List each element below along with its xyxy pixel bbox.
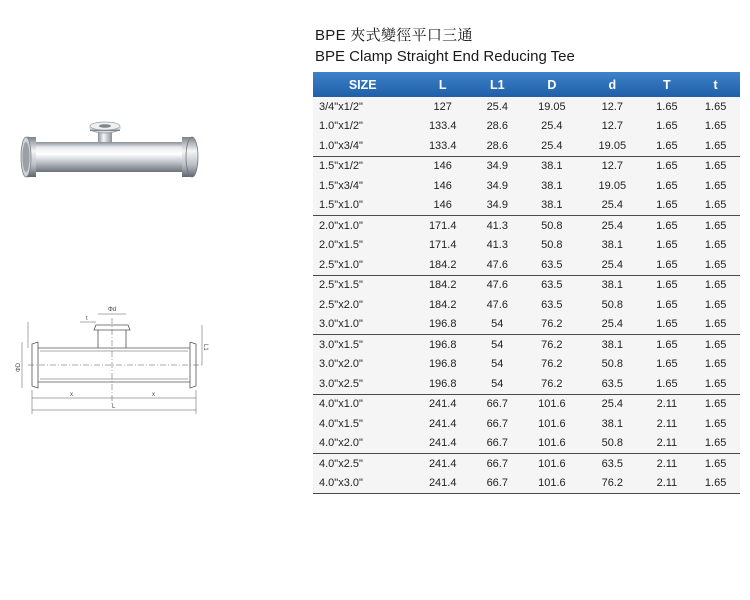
table-cell: 1.65 <box>691 335 740 355</box>
table-cell: 1.65 <box>691 176 740 196</box>
table-cell: 1.65 <box>643 295 692 315</box>
table-cell: 38.1 <box>582 335 642 355</box>
column-header-d-small: d <box>582 72 642 97</box>
table-cell: 171.4 <box>412 216 472 236</box>
table-cell: 47.6 <box>473 295 522 315</box>
drawing-label-x-left: x <box>70 392 73 398</box>
table-cell: 1.65 <box>643 97 692 117</box>
title-chinese: BPE 夾式變徑平口三通 <box>315 27 473 44</box>
table-row <box>313 196 740 216</box>
table-cell: 25.4 <box>522 117 582 137</box>
table-row <box>313 414 740 434</box>
table-cell: 1.5"x3/4" <box>313 176 412 196</box>
table-cell: 241.4 <box>412 454 472 474</box>
table-cell: 76.2 <box>522 355 582 375</box>
table-cell: 63.5 <box>522 295 582 315</box>
table-cell: 1.65 <box>691 355 740 375</box>
table-cell: 63.5 <box>582 374 642 394</box>
table-row <box>313 97 740 117</box>
table-cell: 4.0"x3.0" <box>313 474 412 494</box>
table-cell: 66.7 <box>473 434 522 454</box>
table-row <box>313 117 740 137</box>
table-cell: 1.65 <box>643 156 692 176</box>
column-header-l: L <box>412 72 472 97</box>
table-cell: 25.4 <box>582 216 642 236</box>
table-cell: 1.5"x1/2" <box>313 156 412 176</box>
table-cell: 1.65 <box>643 335 692 355</box>
drawing-label-l: L <box>112 404 116 410</box>
table-row <box>313 255 740 275</box>
table-cell: 3.0"x2.5" <box>313 374 412 394</box>
table-cell: 2.11 <box>643 434 692 454</box>
table-cell: 133.4 <box>412 136 472 156</box>
table-cell: 2.5"x1.5" <box>313 275 412 295</box>
table-cell: 146 <box>412 176 472 196</box>
table-cell: 1.65 <box>691 196 740 216</box>
table-cell: 28.6 <box>473 117 522 137</box>
spec-table <box>313 72 740 494</box>
table-cell: 76.2 <box>522 374 582 394</box>
table-cell: 50.8 <box>582 295 642 315</box>
table-cell: 101.6 <box>522 394 582 414</box>
table-cell: 54 <box>473 355 522 375</box>
table-cell: 12.7 <box>582 97 642 117</box>
column-header-t: t <box>691 72 740 97</box>
table-row <box>313 374 740 394</box>
table-row <box>313 315 740 335</box>
table-cell: 1.65 <box>691 117 740 137</box>
table-row <box>313 355 740 375</box>
table-cell: 38.1 <box>582 275 642 295</box>
table-cell: 241.4 <box>412 434 472 454</box>
table-cell: 2.11 <box>643 414 692 434</box>
table-row <box>313 474 740 494</box>
table-cell: 28.6 <box>473 136 522 156</box>
table-cell: 1.0"x3/4" <box>313 136 412 156</box>
table-cell: 1.65 <box>643 255 692 275</box>
table-cell: 76.2 <box>582 474 642 494</box>
product-photo <box>14 112 204 202</box>
table-cell: 50.8 <box>522 216 582 236</box>
table-row <box>313 156 740 176</box>
table-row <box>313 136 740 156</box>
table-cell: 1.65 <box>691 315 740 335</box>
table-cell: 101.6 <box>522 414 582 434</box>
table-cell: 1.65 <box>643 355 692 375</box>
drawing-label-x-right: x <box>152 392 155 398</box>
table-cell: 25.4 <box>582 196 642 216</box>
table-cell: 25.4 <box>473 97 522 117</box>
table-cell: 12.7 <box>582 156 642 176</box>
column-header-l1: L1 <box>473 72 522 97</box>
table-cell: 25.4 <box>582 315 642 335</box>
table-cell: 1.65 <box>691 136 740 156</box>
table-cell: 1.65 <box>691 374 740 394</box>
table-cell: 1.65 <box>643 275 692 295</box>
drawing-label-l1: L1 <box>202 344 208 351</box>
table-cell: 66.7 <box>473 414 522 434</box>
table-cell: 54 <box>473 335 522 355</box>
table-cell: 184.2 <box>412 275 472 295</box>
table-cell: 25.4 <box>582 255 642 275</box>
table-cell: 3/4"x1/2" <box>313 97 412 117</box>
table-cell: 2.0"x1.0" <box>313 216 412 236</box>
table-cell: 38.1 <box>522 196 582 216</box>
table-cell: 1.65 <box>643 176 692 196</box>
table-cell: 196.8 <box>412 355 472 375</box>
table-cell: 4.0"x2.5" <box>313 454 412 474</box>
table-cell: 1.65 <box>643 216 692 236</box>
table-cell: 3.0"x1.0" <box>313 315 412 335</box>
table-cell: 50.8 <box>582 434 642 454</box>
table-cell: 38.1 <box>522 176 582 196</box>
table-cell: 38.1 <box>522 156 582 176</box>
table-cell: 127 <box>412 97 472 117</box>
table-cell: 241.4 <box>412 394 472 414</box>
table-cell: 1.65 <box>691 275 740 295</box>
table-cell: 101.6 <box>522 474 582 494</box>
table-cell: 34.9 <box>473 176 522 196</box>
table-cell: 1.65 <box>691 454 740 474</box>
table-cell: 171.4 <box>412 236 472 256</box>
table-cell: 34.9 <box>473 196 522 216</box>
title-block <box>315 26 575 67</box>
table-cell: 241.4 <box>412 474 472 494</box>
table-cell: 101.6 <box>522 434 582 454</box>
spec-table-body <box>313 97 740 494</box>
table-cell: 50.8 <box>582 355 642 375</box>
table-cell: 196.8 <box>412 315 472 335</box>
table-cell: 54 <box>473 374 522 394</box>
table-cell: 66.7 <box>473 474 522 494</box>
dimension-drawing <box>10 300 210 425</box>
drawing-label-small-d: Φd <box>108 307 117 313</box>
table-row <box>313 454 740 474</box>
table-cell: 4.0"x2.0" <box>313 434 412 454</box>
table-cell: 76.2 <box>522 315 582 335</box>
table-row <box>313 295 740 315</box>
table-cell: 25.4 <box>582 394 642 414</box>
table-cell: 50.8 <box>522 236 582 256</box>
column-header-size: SIZE <box>313 72 412 97</box>
table-cell: 41.3 <box>473 236 522 256</box>
spec-table-header <box>313 72 740 97</box>
table-cell: 47.6 <box>473 255 522 275</box>
table-cell: 3.0"x1.5" <box>313 335 412 355</box>
table-cell: 1.65 <box>643 117 692 137</box>
table-cell: 63.5 <box>582 454 642 474</box>
table-cell: 1.65 <box>643 236 692 256</box>
table-cell: 1.0"x1/2" <box>313 117 412 137</box>
table-row <box>313 394 740 414</box>
table-cell: 1.65 <box>643 374 692 394</box>
table-cell: 1.65 <box>643 196 692 216</box>
table-row <box>313 434 740 454</box>
table-cell: 1.65 <box>643 136 692 156</box>
table-cell: 2.0"x1.5" <box>313 236 412 256</box>
table-cell: 2.5"x2.0" <box>313 295 412 315</box>
table-cell: 1.65 <box>691 394 740 414</box>
table-cell: 25.4 <box>522 136 582 156</box>
table-cell: 1.65 <box>691 236 740 256</box>
table-cell: 146 <box>412 156 472 176</box>
table-cell: 63.5 <box>522 255 582 275</box>
table-row <box>313 236 740 256</box>
table-cell: 19.05 <box>582 136 642 156</box>
table-cell: 4.0"x1.0" <box>313 394 412 414</box>
table-cell: 12.7 <box>582 117 642 137</box>
table-row <box>313 275 740 295</box>
table-cell: 196.8 <box>412 335 472 355</box>
table-cell: 1.65 <box>691 255 740 275</box>
title-english: BPE Clamp Straight End Reducing Tee <box>315 48 575 65</box>
table-cell: 1.5"x1.0" <box>313 196 412 216</box>
table-cell: 241.4 <box>412 414 472 434</box>
table-cell: 146 <box>412 196 472 216</box>
table-cell: 38.1 <box>582 414 642 434</box>
table-cell: 19.05 <box>582 176 642 196</box>
drawing-label-big-d: ΦD <box>16 362 22 372</box>
table-cell: 1.65 <box>691 97 740 117</box>
table-cell: 47.6 <box>473 275 522 295</box>
table-cell: 1.65 <box>691 414 740 434</box>
table-cell: 184.2 <box>412 295 472 315</box>
table-cell: 66.7 <box>473 454 522 474</box>
table-cell: 1.65 <box>691 156 740 176</box>
table-cell: 133.4 <box>412 117 472 137</box>
column-header-d: D <box>522 72 582 97</box>
table-cell: 54 <box>473 315 522 335</box>
table-cell: 184.2 <box>412 255 472 275</box>
table-cell: 1.65 <box>691 216 740 236</box>
table-cell: 19.05 <box>522 97 582 117</box>
table-cell: 41.3 <box>473 216 522 236</box>
table-cell: 2.11 <box>643 474 692 494</box>
table-cell: 1.65 <box>691 295 740 315</box>
table-cell: 1.65 <box>691 434 740 454</box>
table-cell: 63.5 <box>522 275 582 295</box>
table-row <box>313 335 740 355</box>
table-cell: 34.9 <box>473 156 522 176</box>
table-cell: 2.11 <box>643 454 692 474</box>
table-cell: 76.2 <box>522 335 582 355</box>
table-cell: 1.65 <box>643 315 692 335</box>
table-row <box>313 176 740 196</box>
table-cell: 3.0"x2.0" <box>313 355 412 375</box>
table-cell: 2.11 <box>643 394 692 414</box>
table-cell: 196.8 <box>412 374 472 394</box>
table-cell: 66.7 <box>473 394 522 414</box>
table-cell: 4.0"x1.5" <box>313 414 412 434</box>
drawing-label-t: t <box>86 316 88 322</box>
header-row <box>313 72 740 97</box>
column-header-t: T <box>643 72 692 97</box>
table-cell: 1.65 <box>691 474 740 494</box>
table-cell: 101.6 <box>522 454 582 474</box>
table-cell: 2.5"x1.0" <box>313 255 412 275</box>
table-row <box>313 216 740 236</box>
table-cell: 38.1 <box>582 236 642 256</box>
